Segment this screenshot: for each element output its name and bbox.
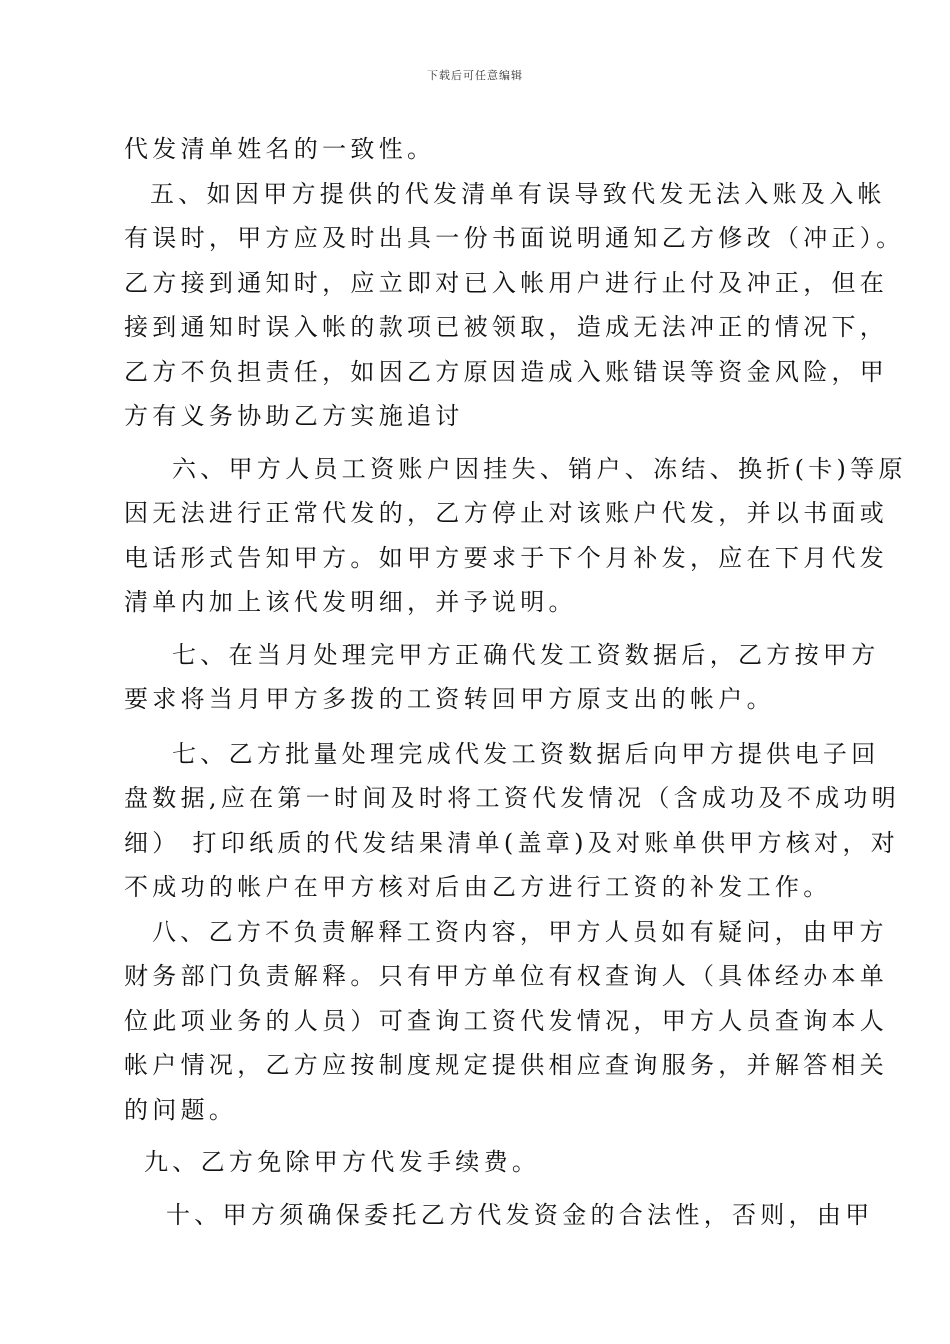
text-line: 电话形式告知甲方。如甲方要求于下个月补发，应在下月代发 xyxy=(124,543,889,572)
clause-5-heading-line: 五、如因甲方提供的代发清单有误导致代发无法入账及入帐 xyxy=(150,179,886,208)
clause-8-heading-line: 八、乙方不负责解释工资内容，甲方人员如有疑问，由甲方 xyxy=(152,917,888,946)
clause-6-heading-line: 六、甲方人员工资账户因挂失、销户、冻结、换折(卡)等原 xyxy=(172,454,907,483)
clause-10-heading-line: 十、甲方须确保委托乙方代发资金的合法性，否则，由甲 xyxy=(166,1200,874,1229)
text-line: 方有义务协助乙方实施追讨 xyxy=(124,402,464,430)
text-line: 财务部门负责解释。只有甲方单位有权查询人（具体经办本单 xyxy=(124,962,889,990)
text-line: 盘数据,应在第一时间及时将工资代发情况（含成功及不成功明 xyxy=(124,784,901,812)
clause-9-line: 九、乙方免除甲方代发手续费。 xyxy=(144,1148,541,1176)
text-line: 清单内加上该代发明细，并予说明。 xyxy=(124,588,577,616)
text-line: 要求将当月甲方多拨的工资转回甲方原支出的帐户。 xyxy=(124,685,775,713)
text-line: 有误时，甲方应及时出具一份书面说明通知乙方修改（冲正）。 xyxy=(124,224,905,252)
text-line: 的问题。 xyxy=(124,1095,238,1124)
clause-7b-heading-line: 七、乙方批量处理完成代发工资数据后向甲方提供电子回 xyxy=(172,739,880,768)
clause-7-heading-line: 七、在当月处理完甲方正确代发工资数据后，乙方按甲方 xyxy=(172,640,880,669)
page-header: 下载后可任意编辑 xyxy=(427,69,523,82)
text-line: 位此项业务的人员）可查询工资代发情况，甲方人员查询本人 xyxy=(124,1006,889,1035)
text-line: 代发清单姓名的一致性。 xyxy=(124,135,436,163)
text-line: 因无法进行正常代发的，乙方停止对该账户代发，并以书面或 xyxy=(124,499,889,527)
text-line: 不成功的帐户在甲方核对后由乙方进行工资的补发工作。 xyxy=(124,873,832,901)
text-line: 乙方不负担责任，如因乙方原因造成入账错误等资金风险，甲 xyxy=(124,357,889,386)
text-line: 帐户情况，乙方应按制度规定提供相应查询服务，并解答相关 xyxy=(124,1051,889,1079)
text-line: 接到通知时误入帐的款项已被领取，造成无法冲正的情况下， xyxy=(124,313,889,341)
text-line: 乙方接到通知时，应立即对已入帐用户进行止付及冲正，但在 xyxy=(124,268,889,297)
document-body xyxy=(124,127,907,1237)
text-line: 细） 打印纸质的代发结果清单(盖章)及对账单供甲方核对，对 xyxy=(124,828,900,857)
